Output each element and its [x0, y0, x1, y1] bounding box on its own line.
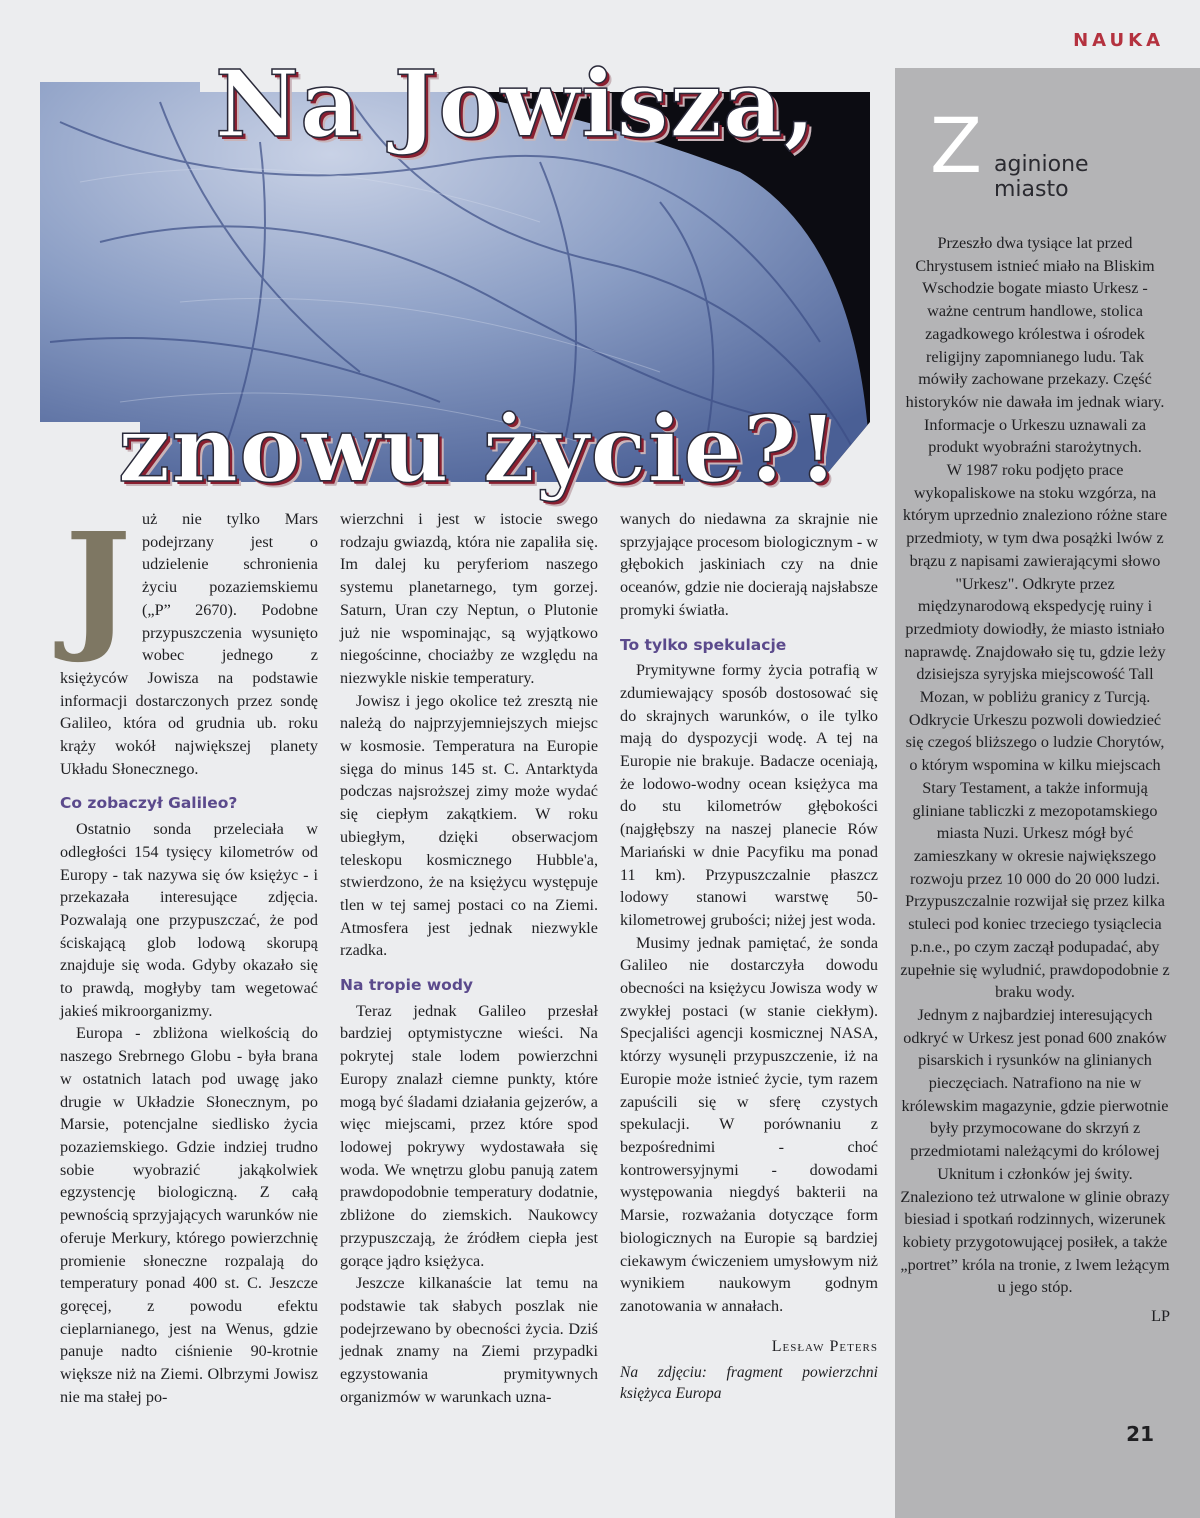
article-paragraph: wanych do niedawna za skrajnie nie sprzyjające procesom biologicznym - w głębokich jaskiniach czy na dnie oceanów, gdzie nie docierają najsłabsze promyki światła.: [620, 510, 879, 619]
headline-line-2: znowu życie?!: [118, 395, 840, 503]
photo-caption: Na zdjęciu: fragment powierzchni księżyca Europa: [620, 1364, 878, 1403]
article-paragraph: Jeszcze kilkanaście lat temu na podstawie tak słabych poszlak nie podejrzewano by obecności życia. Dziś jednak znamy na Ziemi przypadki egzystowania prymitywnych organizmów w warunkach uzna-: [340, 1274, 598, 1406]
article-paragraph: uż nie tylko Mars podejrzany jest o udzielenie schronienia życiu pozaziemskiemu („P” 2670). Podobne przypuszczenia wysunięto wobec jednego z księżyców Jowisza na podstawie informacji dostarczonych przez sondę Galileo, która od grudnia ub. roku krąży wokół największej planety Układu Słonecznego.: [60, 510, 318, 778]
article-column-1: [60, 503, 318, 1408]
sidebar-paragraph: W 1987 roku podjęto prace wykopaliskowe na stoku wzgórza, na którym uprzednio znaleziono różne stare przedmioty, w tym dwa posążki lwów z brązu z napisami zawierającymi słowo "Urkesz". Odkryte przez międzynarodową ekspedycję ruiny i przedmioty dowiodły, że miasto istniało naprawdę. Znajdowało się tu, gdzie leży dzisiejsza syryjska miejscowość Tall Mozan, w pobliżu granicy z Turcją.: [902, 461, 1168, 707]
headline-line-1: Na Jowisza,: [215, 50, 817, 158]
sidebar-body: [900, 232, 1170, 1328]
subheading: To tylko spekulacje: [620, 635, 787, 654]
author-signature: Lesław Peters: [771, 1337, 878, 1355]
page-number: 21: [1126, 1422, 1154, 1446]
subheading: Co zobaczył Galileo?: [60, 794, 238, 813]
article-paragraph: Ostatnio sonda przeleciała w odległości 154 tysięcy kilometrów od Europy - tak nazywa się ów księżyc - i przekazała interesujące zdjęcia. Pozwalają one przypuszczać, że pod ściskającą glob lodową skorupą znajduje się woda. Gdyby okazało się to prawdą, mogłyby tam wegetować jakieś mikroorganizmy.: [60, 820, 318, 1020]
article-paragraph: Europa - zbliżona wielkością do naszego Srebrnego Globu - była brana w ostatnich latach pod uwagę jako drugie w Układzie Słonecznym, po Marsie, potencjalne siedlisko życia pozaziemskiego. Gdzie indziej trudno sobie wyobrazić jakąkolwiek egzystencję biologiczną. Z całą pewnością sprzyjających warunków nie oferuje Merkury, którego powierzchnię promienie słoneczne rozpalają do temperatury ponad 400 st. C. Jeszcze goręcej, z powodu efektu cieplarnianego, jest na Wenus, gdzie panuje nadto ciśnienie 90-krotnie większe niż na Ziemi. Olbrzymi Jowisz nie ma stałej po-: [60, 1024, 318, 1406]
article-paragraph: Teraz jednak Galileo przesłał bardziej optymistyczne wieści. Na pokrytej stale lodem powierzchni Europy znalazł ciemne punkty, które mogą być śladami działania gejzerów, a więc miejscami, przez które spod lodowej pokrywy wydostawała się woda. We wnętrzu globu panują zatem prawdopodobnie temperatury dodatnie, zbliżone do ziemskich. Naukowcy przypuszczają, że źródłem ciepła jest gorące jądro księżyca.: [340, 1001, 598, 1270]
sidebar-paragraph: Odkrycie Urkeszu pozwoli dowiedzieć się czegoś bliższego o ludzie Chorytów, o którym wspomina w kilku miejscach Stary Testament, a także informują gliniane tabliczki z mezopotamskiego miasta Nuzi. Urkesz mógł być zamieszkany w okresie największego rozwoju przez 10 000 do 20 000 ludzi. Przypuszczalnie rozwijał się przez kilka stuleci pod koniec trzeciego tysiąclecia p.n.e., po czym zaczął podupadać, aby zupełnie się wyludnić, prawdopodobnie z braku wody.: [900, 710, 1170, 1002]
article-paragraph: Musimy jednak pamiętać, że sonda Galileo nie dostarczyła dowodu obecności na księżycu Jowisza wody w zwykłej postaci (w stanie ciekłym). Specjaliści agencji kosmicznej NASA, którzy wysunęli przypuszczenie, iż na Europie może istnieć życie, tym razem zapuścili się w sferę czystych spekulacji. W porównaniu z bezpośrednimi - choć kontrowersyjnymi - dowodami występowania niegdyś bakterii na Marsie, rozważania dotyczące form biologicznych na Europie są bardziej ciekawym ćwiczeniem umysłowym niż wynikiem naukowym godnym zanotowania w annałach.: [620, 933, 878, 1315]
section-label: NAUKA: [1073, 30, 1164, 51]
sidebar-title: [930, 101, 1170, 202]
sidebar-title-initial: Z: [930, 101, 983, 190]
subheading: Na tropie wody: [340, 976, 474, 995]
sidebar-title-rest: aginione miasto: [994, 152, 1089, 202]
article-column-2: [340, 508, 598, 1408]
drop-cap: J: [64, 503, 132, 667]
article-paragraph: Prymitywne formy życia potrafią w zdumiewający sposób dostosować się do skrajnych warunków, o ile tylko mają do dyspozycji wodę. A tej na Europie nie brakuje. Badacze oceniają, że lodowo-wodny ocean księżyca ma do stu kilometrów głębokości (najgłębszy na naszej planecie Rów Mariański w dnie Pacyfiku ma ponad 11 km). Przypuszczalnie płaszcz lodowy stanowi warstwę 50-kilometrowej grubości; niżej jest woda.: [620, 661, 878, 929]
sidebar-signature: LP: [1151, 1307, 1170, 1326]
sidebar-paragraph: Przeszło dwa tysiące lat przed Chrystusem istnieć miało na Bliskim Wschodzie bogate miasto Urkesz - ważne centrum handlowe, stolica zagadkowego królestwa i ośrodek religijny zapomnianego ludu. Tak mówiły zachowane przekazy. Część historyków nie dawała im jednak wiary. Informacje o Urkeszu uznawali za produkt wyobraźni starożytnych.: [905, 234, 1165, 457]
article-paragraph: wierzchni i jest w istocie swego rodzaju gwiazdą, która nie zapaliła się. Im dalej ku peryferiom naszego systemu planetarnego, tym gorzej. Saturn, Uran czy Neptun, o Plutonie już nie wspominając, są wyjątkowo niegościnne, chociażby ze względu na niezwykle niskie temperatury.: [340, 510, 598, 687]
article-column-3: [620, 508, 878, 1404]
sidebar-paragraph: Jednym z najbardziej interesujących odkryć w Urkesz jest ponad 600 znaków pisarskich i rysunków na glinianych pieczęciach. Natrafiono na nie w królewskim magazynie, gdzie pierwotnie były przymocowane do skrzyń z przedmiotami należącymi do królowej Uknitum i członków jej świty. Znaleziono też utrwalone w glinie obrazy biesiad i spotkań rodzinnych, wizerunek kobiety przygotowującej posiłek, a także „portret” króla na tronie, z lwem leżącym u jego stóp.: [900, 1005, 1170, 1297]
article-paragraph: Jowisz i jego okolice też zresztą nie należą do najprzyjemniejszych miejsc w kosmosie. Temperatura na Europie sięga do minus 145 st. C. Antarktyda podczas najsroższej zimy może wydać się ciepłym zakątkiem. W roku ubiegłym, dzięki obserwacjom teleskopu kosmicznego Hubble'a, stwierdzono, że na księżycu występuje tlen w tej samej postaci co na Ziemi. Atmosfera jest jednak niezwykle rzadka.: [340, 691, 598, 960]
